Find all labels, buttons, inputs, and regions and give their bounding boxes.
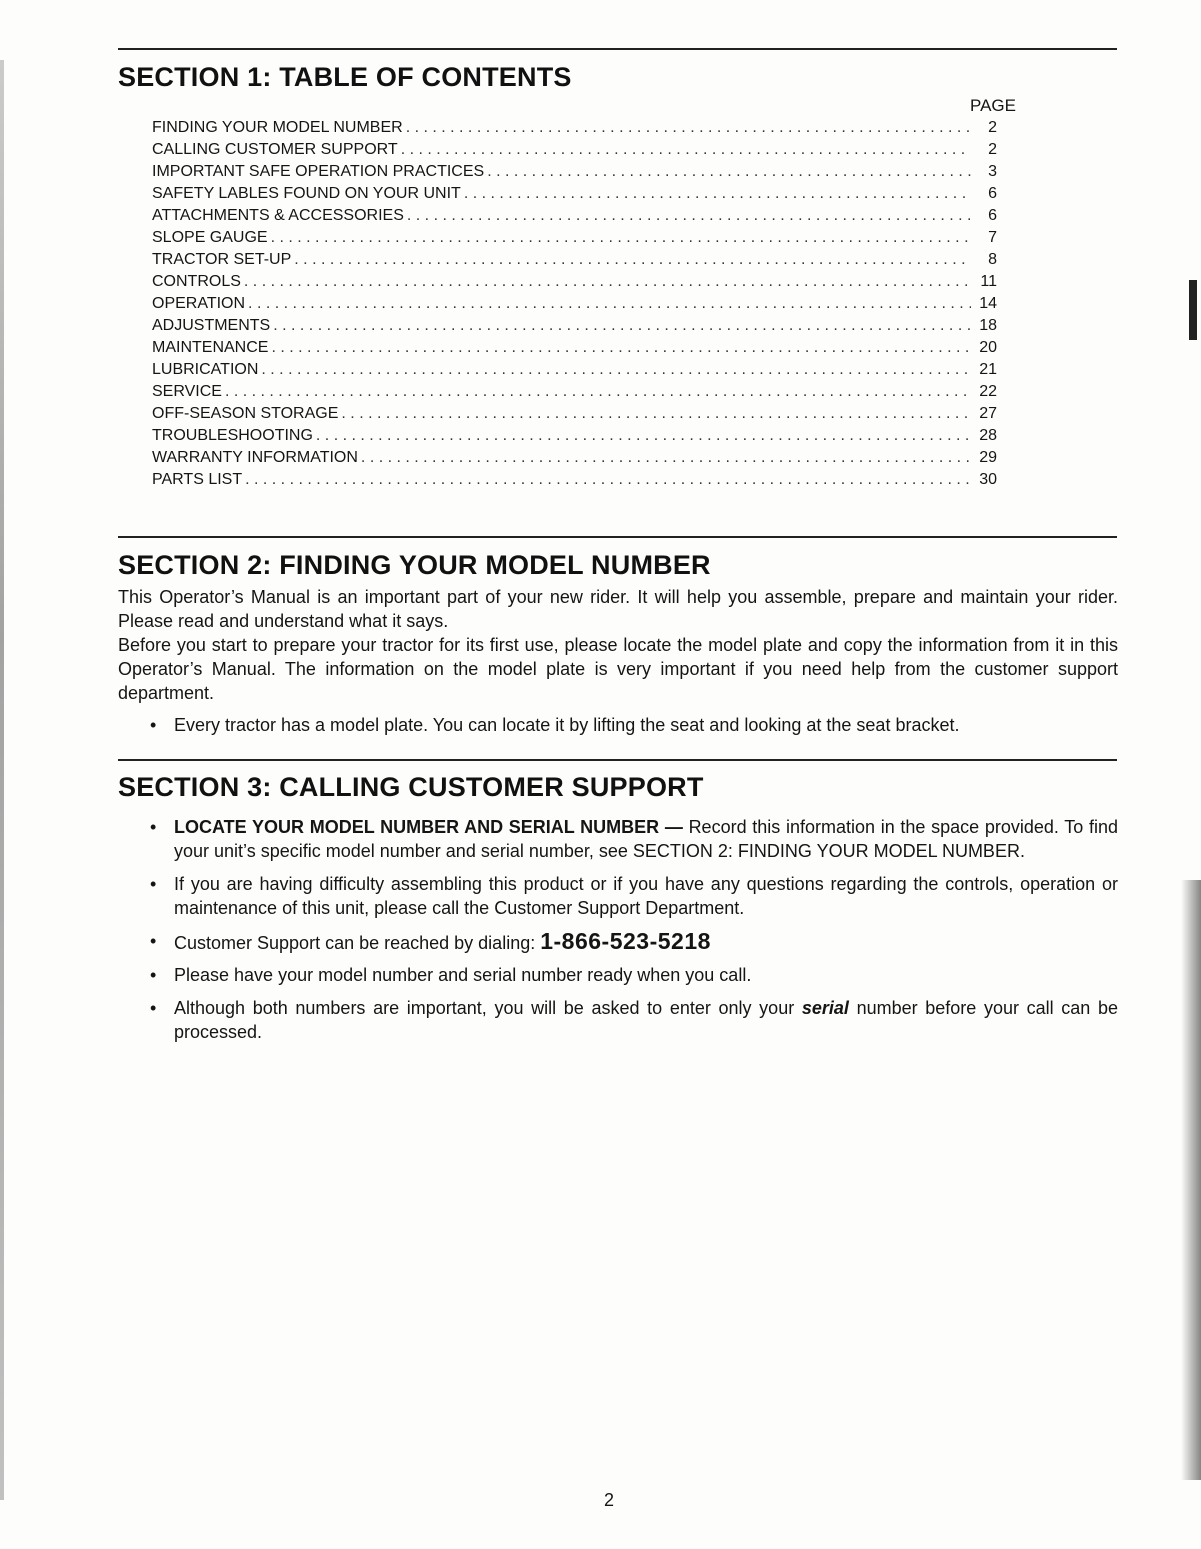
section2-paragraph-2: Before you start to prepare your tractor for its first use, please locate the model plate and copy the information from it in this Operator’s Manual. The information on the model plate is very important if you need help from the customer support department.	[118, 635, 1118, 703]
section2-rule	[118, 536, 1117, 538]
toc-entry-title: CONTROLS	[152, 273, 241, 290]
section3-bullet-5-post: number before your call can be processed.	[174, 998, 1118, 1042]
toc-entry-title: LUBRICATION	[152, 361, 259, 378]
toc-entry-page: 14	[979, 295, 997, 312]
support-phone-number: 1-866-523-5218	[540, 928, 711, 954]
toc-entry-page: 2	[988, 141, 997, 158]
toc-entry-title: CALLING CUSTOMER SUPPORT	[152, 141, 398, 158]
table-of-contents	[152, 119, 997, 493]
toc-entry-page: 7	[988, 229, 997, 246]
toc-leader-dots	[248, 295, 971, 313]
toc-leader-dots	[407, 207, 971, 225]
toc-entry-title: SERVICE	[152, 383, 222, 400]
toc-leader-dots	[271, 339, 971, 357]
toc-entry	[152, 317, 997, 339]
section1-title: SECTION 1: TABLE OF CONTENTS	[118, 62, 572, 92]
toc-entry-page: 28	[979, 427, 997, 444]
bullet-icon: •	[150, 931, 157, 951]
toc-leader-dots	[487, 163, 971, 181]
toc-leader-dots	[341, 405, 971, 423]
toc-entry-title: OPERATION	[152, 295, 246, 312]
page-number: 2	[604, 1490, 615, 1510]
bullet-icon: •	[150, 715, 157, 735]
toc-entry	[152, 207, 997, 229]
toc-leader-dots	[406, 119, 971, 137]
toc-entry	[152, 273, 997, 295]
toc-entry	[152, 119, 997, 141]
toc-entry-title: WARRANTY INFORMATION	[152, 449, 358, 466]
toc-entry-page: 6	[988, 207, 997, 224]
toc-entry	[152, 251, 997, 273]
toc-leader-dots	[316, 427, 971, 445]
section3-bullet-4: Please have your model number and serial number ready when you call.	[174, 965, 752, 985]
toc-entry-page: 30	[979, 471, 997, 488]
toc-entry-page: 2	[988, 119, 997, 136]
toc-leader-dots	[244, 273, 971, 291]
toc-leader-dots	[271, 229, 971, 247]
toc-leader-dots	[273, 317, 971, 335]
section2-paragraph-1: This Operator’s Manual is an important part of your new rider. It will help you assemble, prepare and maintain your rider. Please read and understand what it says.	[118, 587, 1118, 631]
toc-entry	[152, 185, 997, 207]
section1-rule	[118, 48, 1117, 50]
toc-entry-page: 22	[979, 383, 997, 400]
toc-entry-page: 29	[979, 449, 997, 466]
toc-leader-dots	[464, 185, 971, 203]
toc-entry-page: 18	[979, 317, 997, 334]
toc-entry-page: 21	[979, 361, 997, 378]
section3-bullets	[150, 815, 1118, 1044]
toc-leader-dots	[225, 383, 971, 401]
toc-entry-page: 6	[988, 185, 997, 202]
em-dash: —	[659, 817, 689, 837]
section3-bullet-1-text: Record this information in the space provided. To find your unit’s specific model number and serial number, see SECTION 2: FINDING YOUR MODEL NUMBER.	[174, 817, 1118, 861]
toc-leader-dots	[245, 471, 971, 489]
section3-rule	[118, 759, 1117, 761]
scan-edge-right	[1181, 880, 1201, 1480]
toc-page-header: PAGE	[970, 96, 1016, 115]
toc-entry-page: 3	[988, 163, 997, 180]
toc-entry-title: OFF-SEASON STORAGE	[152, 405, 339, 422]
list-item	[150, 872, 1118, 920]
scan-edge-left	[0, 60, 4, 1500]
list-item	[150, 815, 1118, 863]
section3-bullet-1-lead: LOCATE YOUR MODEL NUMBER AND SERIAL NUMBER	[174, 817, 660, 837]
toc-entry	[152, 471, 997, 493]
toc-entry	[152, 405, 997, 427]
toc-entry	[152, 449, 997, 471]
toc-entry-title: FINDING YOUR MODEL NUMBER	[152, 119, 403, 136]
list-item	[150, 929, 1118, 955]
toc-entry-title: PARTS LIST	[152, 471, 243, 488]
bullet-icon: •	[150, 998, 157, 1018]
toc-entry-title: ATTACHMENTS & ACCESSORIES	[152, 207, 404, 224]
toc-entry-title: ADJUSTMENTS	[152, 317, 271, 334]
toc-entry-title: MAINTENANCE	[152, 339, 269, 356]
section3-title: SECTION 3: CALLING CUSTOMER SUPPORT	[118, 772, 704, 802]
toc-entry-title: TRACTOR SET-UP	[152, 251, 292, 268]
bullet-icon: •	[150, 965, 157, 985]
list-item	[150, 713, 1118, 737]
toc-entry	[152, 229, 997, 251]
section2-title: SECTION 2: FINDING YOUR MODEL NUMBER	[118, 550, 711, 580]
toc-leader-dots	[294, 251, 971, 269]
section2-bullet-1: Every tractor has a model plate. You can locate it by lifting the seat and looking at the seat bracket.	[174, 715, 960, 735]
toc-entry-page: 27	[979, 405, 997, 422]
toc-entry-page: 20	[979, 339, 997, 356]
toc-entry-title: SLOPE GAUGE	[152, 229, 268, 246]
toc-entry	[152, 141, 997, 163]
toc-entry-title: SAFETY LABLES FOUND ON YOUR UNIT	[152, 185, 461, 202]
toc-entry	[152, 295, 997, 317]
toc-entry	[152, 339, 997, 361]
bullet-icon: •	[150, 817, 157, 837]
scan-edge-mark	[1189, 280, 1197, 340]
serial-emphasis: serial	[801, 998, 849, 1018]
bullet-icon: •	[150, 874, 157, 894]
section3-bullet-2: If you are having difficulty assembling this product or if you have any questions regarding the controls, operation or maintenance of this unit, please call the Customer Support Department.	[174, 874, 1118, 918]
toc-leader-dots	[261, 361, 971, 379]
toc-leader-dots	[361, 449, 971, 467]
section2-bullets	[150, 713, 1118, 737]
section3-bullet-5-pre: Although both numbers are important, you will be asked to enter only your	[174, 998, 802, 1018]
toc-entry	[152, 163, 997, 185]
toc-entry-title: TROUBLESHOOTING	[152, 427, 313, 444]
section3-bullet-3: Customer Support can be reached by dialing:	[174, 933, 541, 953]
toc-entry-title: IMPORTANT SAFE OPERATION PRACTICES	[152, 163, 485, 180]
list-item	[150, 996, 1118, 1044]
toc-entry	[152, 427, 997, 449]
toc-entry	[152, 361, 997, 383]
toc-entry	[152, 383, 997, 405]
list-item	[150, 963, 1118, 987]
toc-entry-page: 11	[980, 273, 997, 290]
toc-leader-dots	[401, 141, 971, 159]
toc-entry-page: 8	[988, 251, 997, 268]
